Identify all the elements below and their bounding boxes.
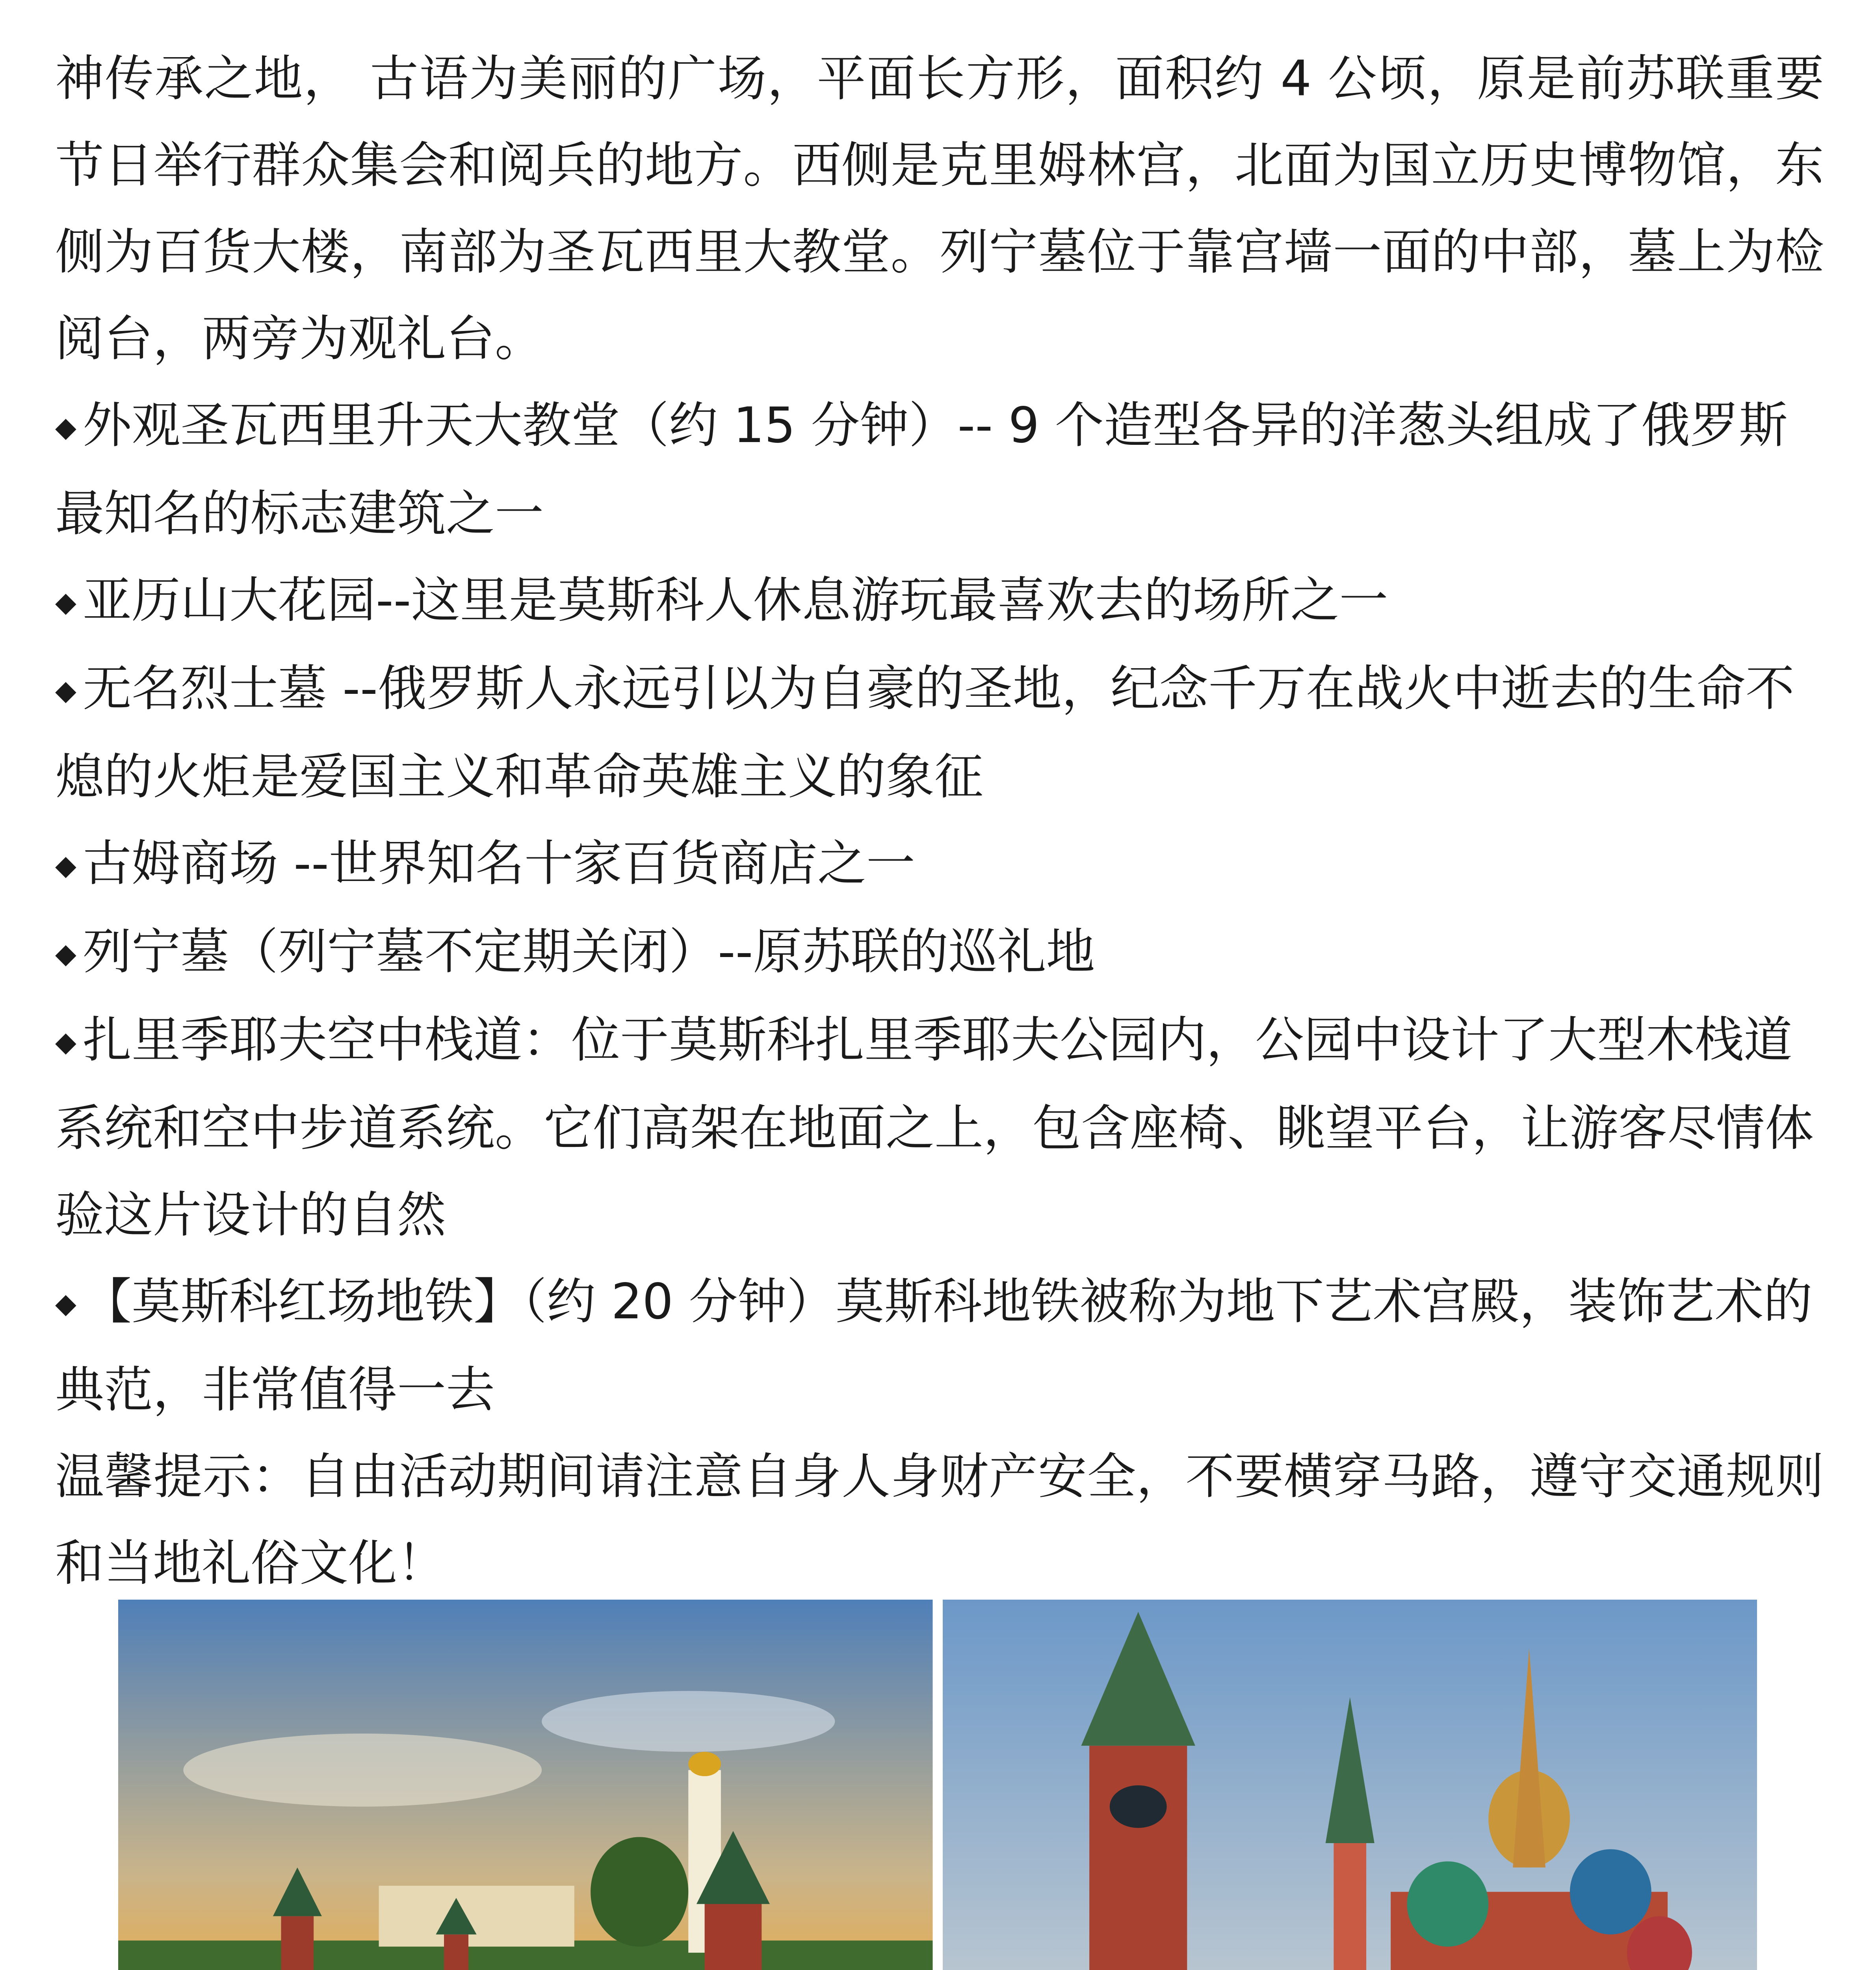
list-item: ◆ 无名烈士墓 --俄罗斯人永远引以为自豪的圣地，纪念千万在战火中逝去的生命不熄的火炬是爱国主义和革命英雄主义的象征: [55, 645, 1824, 820]
intro-paragraph: 神传承之地， 古语为美丽的广场，平面长方形，面积约 4 公顷，原是前苏联重要节日举行群众集会和阅兵的地方。西侧是克里姆林宫，北面为国立历史博物馆，东侧为百货大楼，南部为圣瓦西里大教堂。列宁墓位于靠宫墙一面的中部，墓上为检阅台，两旁为观礼台。: [55, 50, 1824, 367]
diamond-bullet-icon: ◆: [55, 1026, 76, 1058]
list-item: ◆ 【莫斯科红场地铁】（约 20 分钟）莫斯科地铁被称为地下艺术宫殿，装饰艺术的典范，非常值得一去: [55, 1258, 1824, 1433]
list-item: ◆ 外观圣瓦西里升天大教堂（约 15 分钟）-- 9 个造型各异的洋葱头组成了俄罗斯最知名的标志建筑之一: [55, 382, 1824, 557]
diamond-bullet-icon: ◆: [55, 1287, 76, 1320]
photo-row: [118, 1600, 1757, 1970]
list-item: ◆ 古姆商场 --世界知名十家百货商店之一: [55, 820, 1824, 909]
kremlin-sunset-photo: [118, 1600, 933, 1970]
diamond-bullet-icon: ◆: [55, 411, 76, 443]
diamond-bullet-icon: ◆: [55, 586, 76, 618]
travel-tip: 温馨提示：自由活动期间请注意自身人身财产安全，不要横穿马路，遵守交通规则和当地礼俗文化！: [55, 1448, 1824, 1592]
list-item: ◆ 扎里季耶夫空中栈道：位于莫斯科扎里季耶夫公园内，公园中设计了大型木栈道系统和空中步道系统。它们高架在地面之上，包含座椅、眺望平台，让游客尽情体验这片设计的自然: [55, 997, 1824, 1258]
diamond-bullet-icon: ◆: [55, 937, 76, 970]
red-square-cathedral-photo: [943, 1600, 1757, 1970]
diamond-bullet-icon: ◆: [55, 674, 76, 706]
diamond-bullet-icon: ◆: [55, 849, 76, 881]
list-item: ◆ 列宁墓（列宁墓不定期关闭）--原苏联的巡礼地: [55, 909, 1824, 997]
list-item: ◆ 亚历山大花园--这里是莫斯科人休息游玩最喜欢去的场所之一: [55, 557, 1824, 645]
itinerary-text: [55, 35, 1824, 1607]
